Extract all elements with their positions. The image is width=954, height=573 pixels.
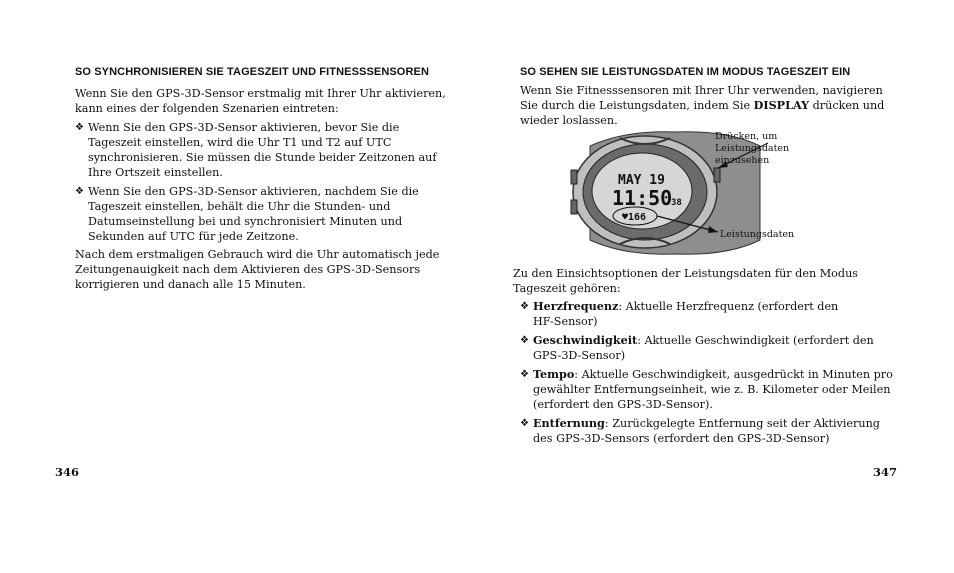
watch-left-button-2 (571, 200, 577, 214)
diamond-bullet-icon: ❖ (520, 418, 529, 429)
left-intro (75, 86, 446, 116)
display-button (714, 168, 720, 182)
list-item: ❖ Geschwindigkeit: Aktuelle Geschwindigkeit (erfordert den GPS-3D-Sensor) (520, 333, 874, 362)
left-bullet-list (75, 120, 460, 248)
diamond-bullet-icon: ❖ (520, 335, 529, 346)
left-outro: Nach dem erstmaligen Gebrauch wird die Uhr automatisch jede Zeitungenauigkeit nach dem Aktivieren des GPS-3D-Sensors korrigieren und danach alle 15 Minuten. (75, 248, 440, 291)
list-item: ❖ Entfernung: Zurückgelegte Entfernung seit der Aktivierung des GPS-3D-Sensors (erfordert den GPS-3D-Sensor) (520, 416, 880, 445)
page-number-left: 346 (55, 465, 80, 479)
page-number-right: 347 (873, 465, 898, 479)
left-intro-line-2: kann eines der folgenden Szenarien eintreten: (75, 102, 339, 115)
list-item: ❖ Wenn Sie den GPS-3D-Sensor aktivieren, bevor Sie die Tageszeit einstellen, wird die Uhr T1 und T2 auf UTC synchronisieren. Sie müssen die Stunde beider Zeitzonen auf Ihre Ortszeit einstellen. (75, 121, 437, 179)
right-heading: SO SEHEN SIE LEISTUNGSDATEN IM MODUS TAGESZEIT EIN (520, 66, 851, 78)
display-button-label: DISPLAY (753, 98, 810, 112)
diamond-bullet-icon: ❖ (520, 301, 529, 312)
watch-date: MAY 19 (618, 173, 665, 188)
diamond-bullet-icon: ❖ (520, 369, 529, 380)
list-item: ❖ Wenn Sie den GPS-3D-Sensor aktivieren, nachdem Sie die Tageszeit einstellen, behält die Uhr die Stunden- und Datumseinstellung bei und synchronisiert Minuten und Sekunden auf UTC für jede Zeitzone. (75, 185, 419, 243)
diamond-bullet-icon: ❖ (75, 122, 84, 133)
watch-left-button (571, 170, 577, 184)
right-intro: Wenn Sie Fitnesssensoren mit Ihrer Uhr verwenden, navigieren Sie durch die Leistungsdaten, indem Sie DISPLAY drücken und wieder loslassen. (520, 84, 885, 127)
list-item: ❖ Herzfrequenz: Aktuelle Herzfrequenz (erfordert den HF-Sensor) (520, 299, 839, 328)
list-item: ❖ Tempo: Aktuelle Geschwindigkeit, ausgedrückt in Minuten pro gewählter Entfernungseinheit, wie z. B. Kilometer oder Meilen (erfordert den GPS-3D-Sensor). (520, 367, 893, 411)
callout-display: Drücken, um Leistungsdaten einzusehen (715, 131, 790, 166)
watch-time: 11:50 (612, 186, 673, 210)
callout-performance-data: Leistungsdaten (720, 229, 795, 240)
watch-heart-rate: ♥166 (622, 212, 647, 223)
watch-seconds: 38 (671, 198, 682, 208)
left-heading: SO SYNCHRONISIEREN SIE TAGESZEIT UND FITNESSSENSOREN (75, 66, 429, 78)
options-list (520, 299, 910, 450)
options-intro: Zu den Einsichtsoptionen der Leistungsdaten für den Modus Tageszeit gehören: (513, 267, 859, 295)
left-intro-line-1: Wenn Sie den GPS-3D-Sensor erstmalig mit Ihrer Uhr aktivieren, (75, 87, 446, 100)
diamond-bullet-icon: ❖ (75, 186, 84, 197)
